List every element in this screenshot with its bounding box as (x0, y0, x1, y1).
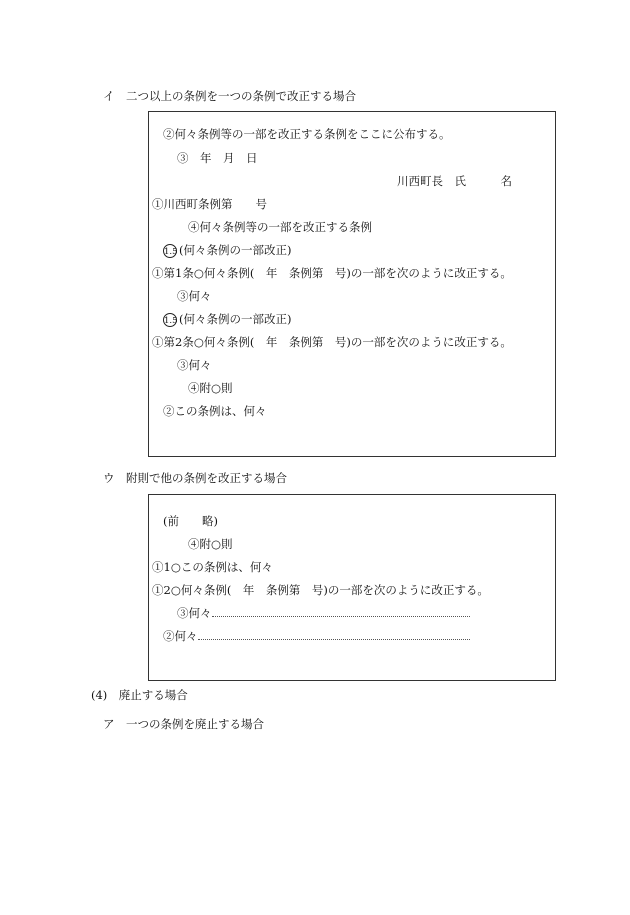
section-u-heading: ウ 附則で他の条例を改正する場合 (103, 471, 287, 485)
ordinance-number-line: ①川西町条例第 号 (152, 197, 267, 211)
mayor-signature-line: 川西町長 氏 名 (397, 174, 512, 188)
article-1-content: ③何々 (177, 289, 212, 303)
date-line: ③ 年 月 日 (177, 151, 258, 165)
article-2-content: ③何々 (177, 358, 212, 372)
article-2-caption-text: (何々条例の一部改正) (179, 312, 292, 326)
supplementary-provisions-heading: ④附○則 (188, 381, 233, 395)
supplementary-item-1: ①1○この条例は、何々 (152, 560, 273, 574)
section-a-heading: ア 一つの条例を廃止する場合 (103, 717, 264, 731)
promulgation-line: ②何々条例等の一部を改正する条例をここに公布する。 (163, 127, 451, 141)
article-2-body: ①第2条○何々条例( 年 条例第 号)の一部を次のように改正する。 (152, 335, 512, 349)
section-i-heading: イ 二つ以上の条例を一つの条例で改正する場合 (103, 89, 356, 103)
amendment-content-2-text: ②何々 (163, 629, 198, 643)
article-1-caption-text: (何々条例の一部改正) (179, 243, 292, 257)
article-1-body: ①第1条○何々条例( 年 条例第 号)の一部を次のように改正する。 (152, 266, 512, 280)
supplementary-item-2: ①2○何々条例( 年 条例第 号)の一部を次のように改正する。 (152, 583, 489, 597)
spacing-mark: 1.5 (163, 244, 177, 258)
dotted-leader (198, 629, 470, 640)
enforcement-line: ②この条例は、何々 (163, 404, 267, 418)
article-2-caption (163, 312, 291, 327)
dotted-leader (212, 606, 470, 617)
amendment-content-1-text: ③何々 (177, 606, 212, 620)
omitted-line: (前 略) (163, 514, 218, 528)
amendment-content-1 (177, 606, 470, 620)
article-1-caption (163, 243, 291, 258)
amendment-content-2 (163, 629, 470, 643)
ordinance-title-line: ④何々条例等の一部を改正する条例 (188, 220, 372, 234)
section-4-heading: (4) 廃止する場合 (91, 688, 188, 702)
spacing-mark: 1.5 (163, 313, 177, 327)
supplementary-provisions-heading: ④附○則 (188, 537, 233, 551)
